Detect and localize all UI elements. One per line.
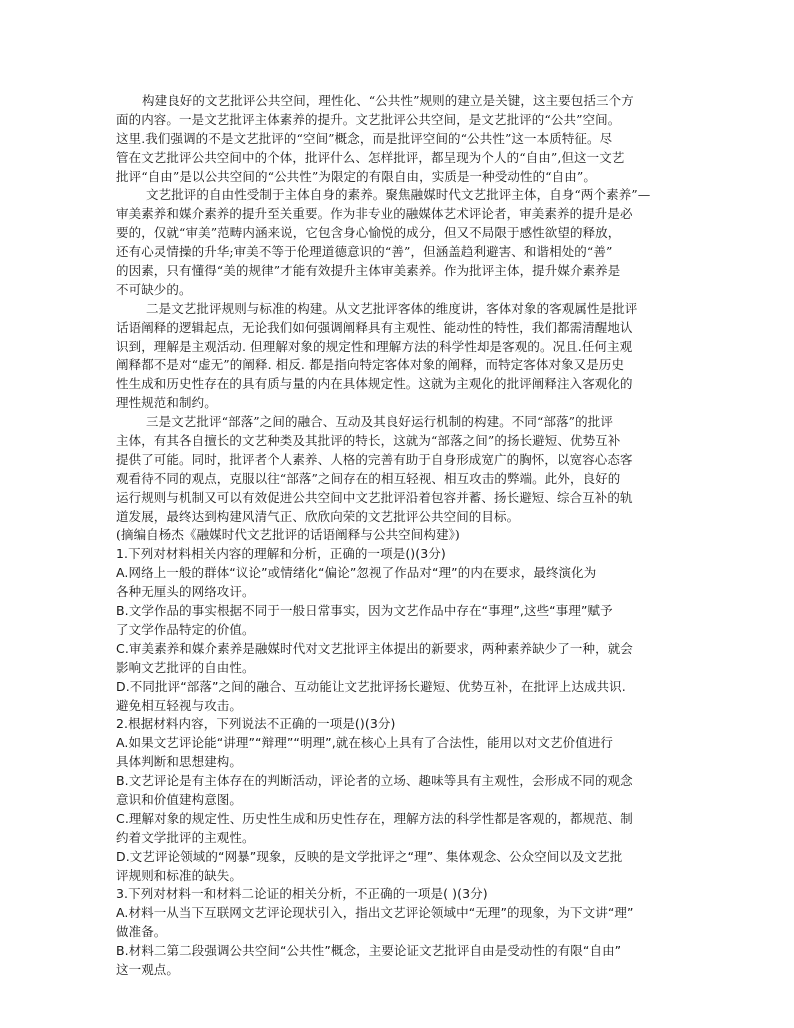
paragraph-2 [116, 186, 682, 299]
question-stem: 2.根据材料内容，下列说法不正确的一项是()(3分) [116, 716, 396, 732]
option-line: C.审美素养和媒介素养是融媒时代对文艺批评主体提出的新要求，两种素养缺少了一种，就会 [116, 640, 633, 656]
text-line: 提供了可能。同时，批评者个人素养、人格的完善有助于自身形成宽广的胸怀，以宽容心态客 [116, 451, 633, 467]
option-line: 做准备。 [116, 924, 167, 940]
text-line: 这里.我们强调的不是文艺批评的“空间”概念，而是批评空间的“公共性”这一本质特征。尽 [116, 130, 613, 146]
option-line: B.文艺评论是有主体存在的判断活动，评论者的立场、趣味等具有主观性，会形成不同的观念 [116, 773, 633, 789]
text-line: 批评“自由”是以公共空间的“公共性”为限定的有限自由，实质是一种受动性的“自由”。 [116, 168, 596, 184]
option-line: 影响文艺批评的自由性。 [116, 659, 255, 675]
text-line: 道发展，最终达到构建风清气正、欣欣向荣的文艺批评公共空间的目标。 [116, 508, 520, 524]
text-line: 性生成和历史性存在的具有质与量的内在具体规定性。这就为主观化的批评阐释注入客观化的 [116, 376, 633, 392]
text-line: 文艺批评的自由性受制于主体自身的素养。聚焦融媒时代文艺批评主体，自身“两个素养”— [146, 187, 651, 203]
option-line: D.文艺评论领域的“网暴”现象，反映的是文学批评之“理”、集体观念、公众空间以及文艺批 [116, 848, 623, 864]
text-line: 话语阐释的逻辑起点，无论我们如何强调阐释具有主观性、能动性的特性，我们都需清醒地认 [116, 319, 633, 335]
question-stem: 1.下列对材料相关内容的理解和分析，正确的一项是()(3分) [116, 546, 446, 562]
text-line: 要的，仅就“审美”范畴内涵来说，它包含身心愉悦的成分，但又不局限于感性欲望的释放， [116, 225, 621, 241]
paragraph-3 [116, 300, 682, 413]
paragraph-1 [116, 92, 682, 186]
option-line: A.材料一从当下互联网文艺评论现状引入，指出文艺评论领域中“无理”的现象，为下文讲“理” [116, 905, 634, 921]
text-line: 主体，有其各自擅长的文艺种类及其批评的特长，这就为“部落之间”的扬长避短、优势互补 [116, 433, 621, 449]
option-line: A.网络上一般的群体“议论”或情绪化“偏论”忽视了作品对“理”的内在要求，最终演化为 [116, 565, 597, 581]
option-line: 意识和价值建构意图。 [116, 791, 243, 807]
option-line: 这一观点。 [116, 961, 180, 977]
text-line: 管在文艺批评公共空间中的个体，批评什么、怎样批评，都呈现为个人的“自由”,但这一文艺 [116, 149, 625, 165]
question-stem: 3.下列对材料一和材料二论证的相关分析，不正确的一项是( )(3分) [116, 886, 488, 902]
text-line: 二是文艺批评规则与标准的构建。从文艺批评客体的维度讲，客体对象的客观属性是批评 [146, 300, 638, 316]
option-line: 了文学作品特定的价值。 [116, 621, 255, 637]
option-line: B.材料二第二段强调公共空间“公共性”概念，主要论证文艺批评自由是受动性的有限“自由” [116, 943, 622, 959]
text-line: 观看待不同的观点，克服以往“部落”之间存在的相互轻视、相互攻击的弊端。此外，良好的 [116, 470, 621, 486]
document-page [116, 92, 682, 980]
text-line: 面的内容。一是文艺批评主体素养的提升。文艺批评公共空间，是文艺批评的“公共”空间。 [116, 111, 621, 127]
option-line: D.不同批评“部落”之间的融合、互动能让文艺批评扬长避短、优势互补，在批评上达成共识. [116, 678, 626, 694]
option-line: 约着文学批评的主观性。 [116, 829, 255, 845]
text-line: 构建良好的文艺批评公共空间，理性化、“公共性”规则的建立是关键，这主要包括三个方 [142, 93, 634, 108]
option-line: 评规则和标准的缺失。 [116, 867, 243, 883]
text-line: 的因素，只有懂得“美的规律”才能有效提升主体审美素养。作为批评主体，提升媒介素养是 [116, 263, 621, 279]
question-3 [116, 885, 682, 979]
text-line: 理性规范和制约。 [116, 395, 217, 411]
text-line: 不可缺少的。 [116, 281, 192, 297]
question-1 [116, 545, 682, 715]
option-line: 各种无厘头的网络攻讦。 [116, 584, 255, 600]
text-line: 三是文艺批评“部落”之间的融合、互动及其良好运行机制的构建。不同“部落”的批评 [146, 414, 613, 430]
text-line: 审美素养和媒介素养的提升至关重要。作为非专业的融媒体艺术评论者，审美素养的提升是必 [116, 206, 633, 222]
question-2 [116, 715, 682, 885]
source-citation: (摘编自杨杰《融媒时代文艺批评的话语阐释与公共空间构建》) [116, 527, 460, 543]
text-line: 识到，理解是主观活动. 但理解对象的规定性和理解方法的科学性却是客观的。况且.任何主观 [116, 338, 633, 354]
text-line: 运行规则与机制又可以有效促进公共空间中文艺批评沿着包容并蓄、扬长避短、综合互补的轨 [116, 489, 633, 505]
option-line: B.文学作品的事实根据不同于一般日常事实，因为文艺作品中存在“事理”,这些“事理”赋予 [116, 603, 613, 619]
option-line: 避免相互轻视与攻击。 [116, 697, 243, 713]
text-line: 阐释都不是对“虚无”的阐释. 相反. 都是指向特定客体对象的阐释，而特定客体对象又是历史 [116, 357, 625, 373]
paragraph-4 [116, 413, 682, 526]
option-line: 具体判断和思想建构。 [116, 754, 243, 770]
option-line: A.如果文艺评论能“讲理”“辩理”“明理”,就在核心上具有了合法性，能用以对文艺价值进行 [116, 735, 614, 751]
text-line: 还有心灵情操的升华;审美不等于伦理道德意识的“善”，但涵盖趋利避害、和谐相处的“善” [116, 244, 613, 260]
option-line: C.理解对象的规定性、历史性生成和历史性存在，理解方法的科学性都是客观的，都规范、制 [116, 810, 633, 826]
